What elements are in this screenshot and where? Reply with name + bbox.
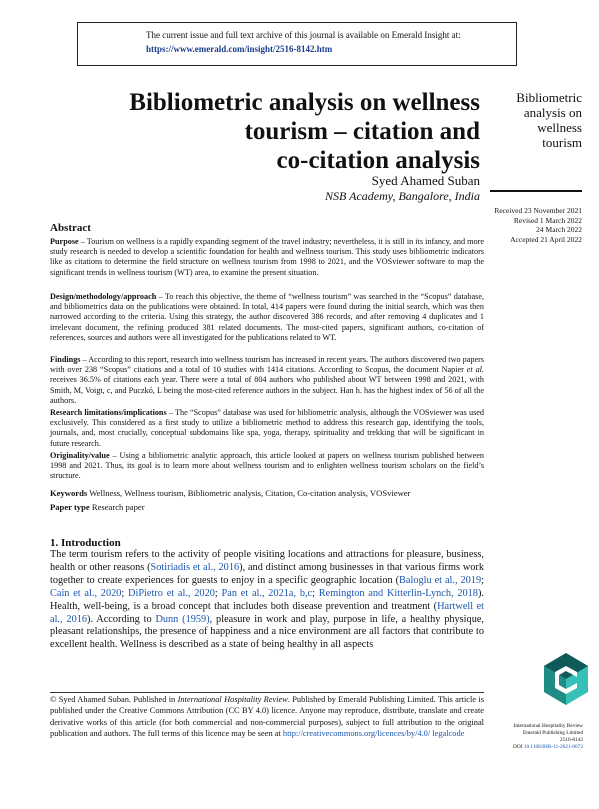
purpose-label: Purpose (50, 237, 79, 246)
citation-link[interactable]: Pan et al., 2021a, b,c (221, 587, 313, 599)
keywords-label: Keywords (50, 488, 88, 498)
footer-divider (50, 692, 484, 693)
license-footer (50, 694, 484, 740)
intro-text: ), and distinct among businesses in that various firms work together to create experiences for guests to enjoy in a specific geographic location ( (50, 561, 485, 586)
journal-info (488, 723, 583, 751)
intro-text: ; (481, 574, 484, 586)
article-title (30, 88, 480, 175)
introduction-body (50, 549, 484, 652)
title-line-3: co-citation analysis (276, 147, 480, 174)
citation-link[interactable]: Dunn (1959) (155, 613, 210, 625)
sidebar-divider (490, 190, 582, 192)
doi-link[interactable]: 10.1108/IHR-11-2021-0072 (523, 744, 583, 750)
running-title-line: analysis on (523, 105, 582, 120)
intro-text: ). Health, well-being, is a broad concept that includes both disease prevention and treatment ( (50, 587, 484, 612)
footer-text-2: . Published by Emerald Publishing Limited. This article is published under the Creative Commons Attribution (CC BY 4.0) licence. Anyone may reproduce, distribute, translate and create derivative works of this article (for both commercial and non-commercial purposes), subject to full attribution to the original publication and authors. The full terms of this licence may be seen at (50, 695, 484, 739)
limitations-label: Research limitations/implications (50, 408, 167, 417)
publication-dates (470, 206, 582, 244)
paper-type (50, 502, 145, 513)
date-revised: Revised 1 March 2022 (513, 215, 582, 225)
abstract-originality (50, 451, 484, 482)
running-title-line: tourism (542, 135, 582, 150)
citation-link[interactable]: Baloglu et al., 2019 (399, 574, 482, 586)
citation-link[interactable]: Cain et al., 2020 (50, 587, 122, 599)
intro-text: , pleasure in work and play, purpose in life, a healthy physique, pleasant relationships, the presence of happiness and a nice environment are all factors that contribute to excellent health. Wellness is described as a state of being healthy in all aspects (50, 613, 484, 651)
purpose-text: – Tourism on wellness is a rapidly expanding segment of the travel industry; nevertheless, it is still in its infancy, and more study research is needed to develop a scientific foundation for health and wellness tourism. This study uses bibliometric indicators like as citations to determine the field structure on wellness tourism from 1998 to 2021, and the VOSviewer software to map the significant trends in wellness tourism (WT) area, to examine the present situation. (50, 237, 484, 277)
intro-text: ). According to (87, 613, 156, 625)
citation-link[interactable]: Hartwell et al., 2016 (50, 600, 485, 625)
abstract-design (50, 292, 484, 343)
originality-text: – Using a bibliometric analytic approach, this article looked at papers on wellness tourism published between 1998 and 2021. Thus, its goal is to learn more about wellness tourism and to enlighten wellness tourism scholars on the field’s structure. (50, 451, 484, 481)
intro-text: ; (121, 587, 129, 599)
design-text: – To reach this objective, the theme of “wellness tourism” was searched in the “Scopus” database, and bibliometrics data on the publications were obtained. In total, 414 papers were found during the initial search, which was then narrowed according to the criteria. Using this strategy, the author discovered 386 records, and after removing 4 duplicates and 1 irrelevant document, the refining produced 381 related documents. The most-cited papers, significant authors, co-citation of references, sources and authors were all investigated for the publications related to WT. (50, 292, 484, 342)
author-name: Syed Ahamed Suban (371, 173, 480, 188)
doi-line (488, 744, 583, 751)
keywords-text: Wellness, Wellness tourism, Bibliometric analysis, Citation, Co-citation analysis, VOSviewer (87, 488, 411, 498)
design-label: Design/methodology/approach (50, 292, 157, 301)
journal-notice-box (77, 22, 517, 66)
author-affiliation: NSB Academy, Bangalore, India (325, 189, 480, 203)
keywords (50, 488, 484, 499)
title-line-2: tourism – citation and (244, 118, 480, 145)
footer-text: © Syed Ahamed Suban. Published in (50, 695, 178, 704)
notice-text: The current issue and full text archive of this journal is available on Emerald Insight at: (146, 30, 461, 40)
originality-label: Originality/value (50, 451, 110, 460)
intro-text: ; (214, 587, 222, 599)
publisher-name: Emerald Publishing Limited (522, 730, 583, 736)
notice-url-link[interactable]: https://www.emerald.com/insight/2516-8142.htm (146, 44, 333, 54)
doi-label: DOI (513, 744, 523, 750)
paper-type-label: Paper type (50, 502, 90, 512)
license-link[interactable]: http://creativecommons.org/licences/by/4.0/ legalcode (282, 729, 465, 739)
findings-label: Findings (50, 355, 81, 364)
findings-etal: et al. (466, 365, 484, 375)
abstract-purpose (50, 237, 484, 278)
citation-link[interactable]: Remington and Kitterlin-Lynch, 2018 (318, 587, 478, 599)
citation-link[interactable]: DiPietro et al., 2020 (128, 587, 215, 599)
running-title-line: wellness (537, 120, 582, 135)
citation-link[interactable]: Sotiriadis et al., 2016 (150, 561, 240, 573)
date-accepted: Accepted 21 April 2022 (510, 234, 582, 244)
journal-issn: 2516-8142 (560, 737, 583, 743)
journal-name: International Hospitality Review (513, 723, 583, 729)
footer-journal-name: International Hospitality Review (177, 695, 288, 704)
title-line-1: Bibliometric analysis on wellness (129, 89, 480, 116)
date-received: Received 23 November 2021 (494, 206, 582, 215)
running-title (490, 90, 582, 150)
findings-text: – According to this report, research into wellness tourism has increased in recent years. The authors discovered two papers with over 238 “Scopus” citations and a total of 10 studies with 1414 citations. According to Scopus, the document Napier (50, 355, 484, 375)
paper-type-text: Research paper (89, 502, 145, 512)
date-revised-2: 24 March 2022 (536, 225, 582, 234)
introduction-heading: 1. Introduction (50, 537, 121, 549)
limitations-text: – The “Scopus” database was used for bibliometric analysis, although the VOSviewer was used exclusively. This considered as a first study to utilize a bibliometric method to address this research gap, identifying the tools, journals, and, most crucially, conceptual subdomains like spa, yoga, therapy, spirituality and trekking that will be significant in future research. (50, 408, 484, 448)
findings-text-2: receives 36.5% of citations each year. There were a total of 804 authors who published about WT between 1998 and 2021, with Smith, M, Voigt, c, and Puczkó, L being the most-cited reference authors in the subject. Han h. has the highest index of 56 of all the authors. (50, 375, 484, 405)
running-title-line: Bibliometric (516, 90, 582, 105)
intro-text: The term tourism refers to the activity of people visiting locations and attractions for pleasure, business, health or other reasons ( (50, 549, 484, 573)
abstract-heading: Abstract (50, 222, 91, 234)
abstract-findings (50, 355, 484, 406)
abstract-limitations (50, 408, 484, 449)
emerald-logo-icon (544, 653, 588, 705)
emerald-logo (544, 653, 588, 705)
intro-text: ; (312, 587, 319, 599)
